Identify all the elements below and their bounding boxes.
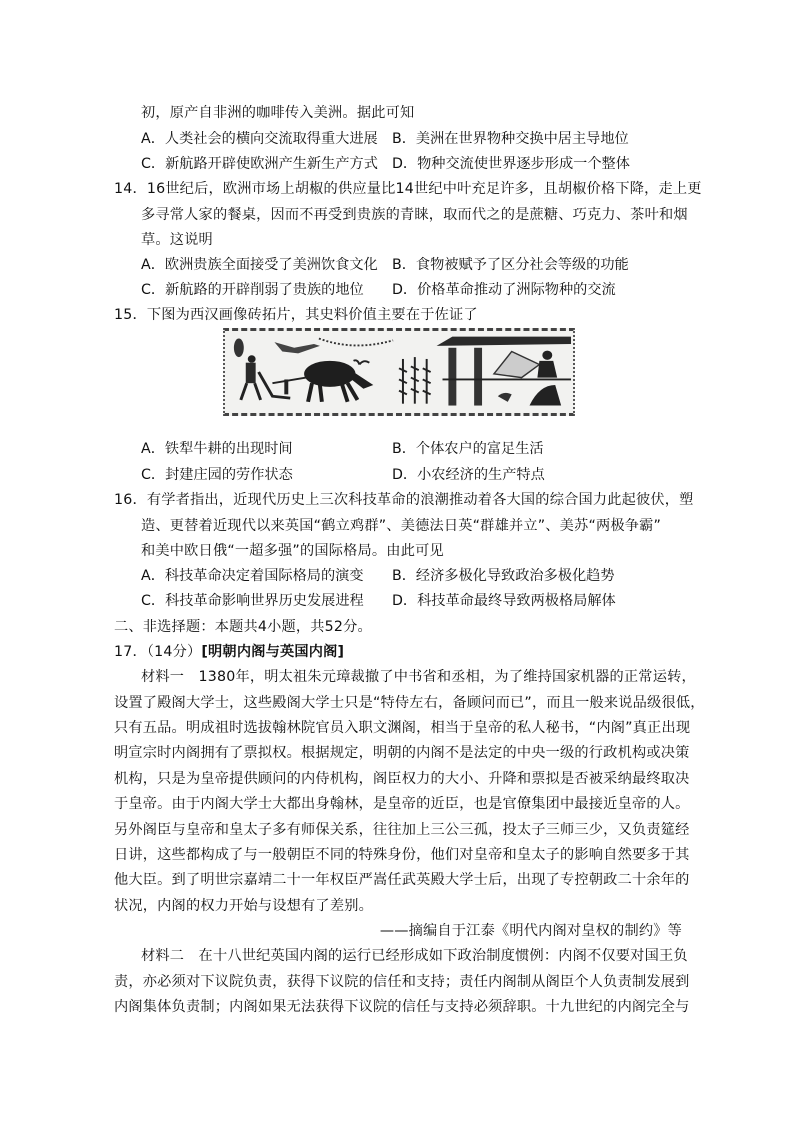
- q15-option-c: C．封建庄园的劳作状态: [141, 467, 293, 483]
- material2-line: 内阁集体负责制；内阁如果无法获得下议院的信任与支持必须辞职。十九世纪的内阁完全与: [114, 999, 690, 1015]
- q14-stem-line1: 14．16世纪后，欧洲市场上胡椒的供应量比14世纪中叶充足许多，且胡椒价格下降，走上更: [114, 181, 702, 197]
- ox-plowing-illustration: [225, 331, 573, 413]
- material2-line: 责，亦必须对下议院负责，获得下议院的信任和支持；责任内阁制从阁臣个人负责制发展到: [114, 974, 690, 990]
- material1-line: 只有五品。明成祖时选拔翰林院官员入职文渊阁，相当于皇帝的私人秘书，“内阁”真正出现: [114, 720, 691, 736]
- q16-option-a: A．科技革命决定着国际格局的演变: [141, 568, 364, 584]
- q15-stem: 15．下图为西汉画像砖拓片，其史料价值主要在于佐证了: [114, 307, 478, 323]
- material1-line: 设置了殿阁大学士，这些殿阁大学士只是“特侍左右，备顾问而已”，而且一般来说品级很低，: [114, 695, 705, 711]
- q15-option-d: D．小农经济的生产特点: [392, 467, 545, 483]
- q13-option-b: B．美洲在世界物种交换中居主导地位: [392, 131, 629, 147]
- q16-option-c: C．科技革命影响世界历史发展进程: [141, 593, 364, 609]
- material1-line: 他大臣。到了明世宗嘉靖二十一年权臣严嵩任武英殿大学士后，出现了专控朝政二十余年的: [114, 872, 690, 888]
- q14-stem-line3: 草。这说明: [141, 232, 213, 248]
- q14-stem-line2: 多寻常人家的餐桌，因而不再受到贵族的青睐，取而代之的是蔗糖、巧克力、茶叶和烟: [141, 207, 688, 223]
- material1-line: 机构，只是为皇帝提供顾问的内侍机构，阁臣权力的大小、升降和票拟是否被采纳最终取决: [114, 771, 690, 787]
- q16-stem-line2: 造、更替着近现代以来英国“鹤立鸡群”、美德法日英“群雄并立”、美苏“两极争霸”: [141, 518, 662, 534]
- material1-line: 材料一 1380年，明太祖朱元璋裁撤了中书省和丞相，为了维持国家机器的正常运转，: [141, 669, 696, 685]
- q13-stem-end: 初，原产自非洲的咖啡传入美洲。据此可知: [141, 105, 415, 121]
- material2-line: 材料二 在十八世纪英国内阁的运行已经形成如下政治制度惯例：内阁不仅要对国王负: [141, 948, 688, 964]
- q16-option-d: D．科技革命最终导致两极格局解体: [392, 593, 616, 609]
- q14-option-b: B．食物被赋予了区分社会等级的功能: [392, 257, 629, 273]
- q16-option-b: B．经济多极化导致政治多极化趋势: [392, 568, 615, 584]
- material1-line: 于皇帝。由于内阁大学士大都出身翰林，是皇帝的近臣，也是官僚集团中最接近皇帝的人。: [114, 796, 690, 812]
- q13-option-c: C．新航路开辟使欧洲产生新生产方式: [141, 156, 378, 172]
- material1-line: 状况，内阁的权力开始与设想有了差别。: [114, 898, 373, 914]
- material1-line: 明宣宗时内阁拥有了票拟权。根据规定，明朝的内阁不是法定的中央一级的行政机构或决策: [114, 745, 690, 761]
- q14-option-c: C．新航路的开辟削弱了贵族的地位: [141, 282, 364, 298]
- q14-option-a: A．欧洲贵族全面接受了美洲饮食文化: [141, 257, 378, 273]
- q14-option-d: D．价格革命推动了洲际物种的交流: [392, 282, 616, 298]
- q16-stem-line1: 16．有学者指出，近现代历史上三次科技革命的浪潮推动着各大国的综合国力此起彼伏，塑: [114, 492, 694, 508]
- material1-source: ——摘编自于江泰《明代内阁对皇权的制约》等: [379, 923, 682, 939]
- material1-line: 日讲，这些都构成了与一般朝臣不同的特殊身份，他们对皇帝和皇太子的影响自然要多于其: [114, 847, 690, 863]
- q16-stem-line3: 和美中欧日俄“一超多强”的国际格局。由此可见: [141, 543, 444, 559]
- brick-rubbing-image: [223, 328, 575, 416]
- q13-option-a: A．人类社会的横向交流取得重大进展: [141, 131, 378, 147]
- section2-heading: 二、非选择题：本题共4小题，共52分。: [114, 619, 372, 635]
- q17-title: [明朝内阁与英国内阁]: [201, 644, 345, 660]
- q15-option-a: A．铁犁牛耕的出现时间: [141, 441, 293, 457]
- q15-option-b: B．个体农户的富足生活: [392, 441, 544, 457]
- q13-option-d: D．物种交流使世界逐步形成一个整体: [392, 156, 630, 172]
- q17-number: 17．（14分）: [114, 644, 202, 660]
- q17-header: [114, 643, 344, 661]
- material1-line: 另外阁臣与皇帝和皇太子多有师保关系，往往加上三公三孤，投太子三师三少，又负责筵经: [114, 822, 690, 838]
